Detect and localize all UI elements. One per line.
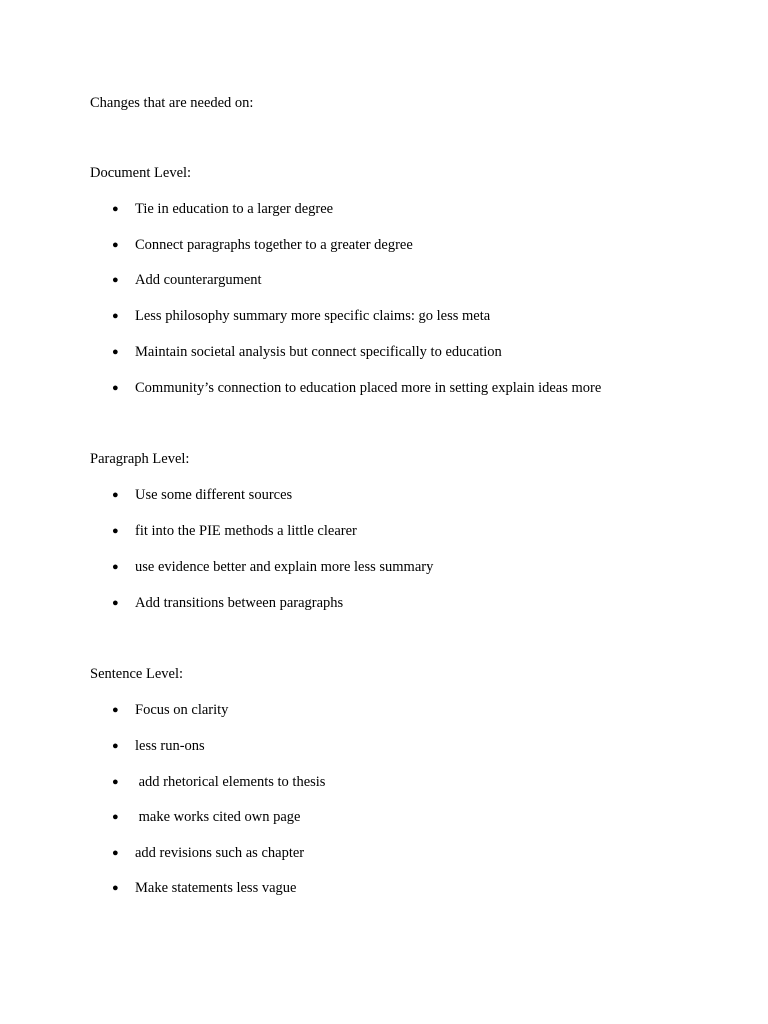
list-item bbox=[112, 379, 601, 397]
bullet-icon: ● bbox=[112, 274, 119, 286]
list-item bbox=[112, 558, 433, 576]
list-item-text: add revisions such as chapter bbox=[135, 845, 305, 861]
list-item-text: Add transitions between paragraphs bbox=[135, 595, 344, 611]
list-item bbox=[112, 594, 343, 612]
bullet-icon: ● bbox=[112, 382, 119, 394]
list-item-text: Connect paragraphs together to a greater degree bbox=[135, 237, 413, 253]
list-item-text: Make statements less vague bbox=[135, 880, 297, 896]
list-item bbox=[112, 879, 296, 897]
bullet-icon: ● bbox=[112, 882, 119, 894]
list-item-text: Maintain societal analysis but connect specifically to education bbox=[135, 344, 502, 360]
list-item-text: less run-ons bbox=[135, 738, 205, 754]
list-item bbox=[112, 737, 205, 755]
bullet-icon: ● bbox=[112, 203, 119, 215]
bullet-icon: ● bbox=[112, 847, 119, 859]
list-item bbox=[112, 844, 304, 862]
bullet-icon: ● bbox=[112, 740, 119, 752]
list-item bbox=[112, 200, 333, 218]
list-item bbox=[112, 486, 292, 504]
section-heading-paragraph-level: Paragraph Level: bbox=[90, 451, 190, 467]
list-item bbox=[112, 236, 413, 254]
bullet-icon: ● bbox=[112, 561, 119, 573]
list-item-text: Tie in education to a larger degree bbox=[135, 201, 334, 217]
list-item-text: Less philosophy summary more specific claims: go less meta bbox=[135, 308, 491, 324]
bullet-icon: ● bbox=[112, 310, 119, 322]
bullet-icon: ● bbox=[112, 811, 119, 823]
list-item-text: Add counterargument bbox=[135, 272, 262, 288]
document-title: Changes that are needed on: bbox=[90, 95, 254, 111]
list-item bbox=[112, 307, 490, 325]
bullet-icon: ● bbox=[112, 776, 119, 788]
list-item-text: add rhetorical elements to thesis bbox=[135, 774, 326, 790]
bullet-icon: ● bbox=[112, 346, 119, 358]
list-item-text: fit into the PIE methods a little clearer bbox=[135, 523, 357, 539]
section-heading-document-level: Document Level: bbox=[90, 165, 192, 181]
list-item bbox=[112, 343, 502, 361]
list-item bbox=[112, 522, 357, 540]
list-item-text: use evidence better and explain more less summary bbox=[135, 559, 434, 575]
list-item bbox=[112, 808, 301, 826]
bullet-icon: ● bbox=[112, 239, 119, 251]
list-item-text: make works cited own page bbox=[135, 809, 301, 825]
bullet-icon: ● bbox=[112, 489, 119, 501]
list-item bbox=[112, 773, 325, 791]
bullet-icon: ● bbox=[112, 704, 119, 716]
bullet-icon: ● bbox=[112, 597, 119, 609]
list-item bbox=[112, 701, 228, 719]
list-item-text: Use some different sources bbox=[135, 487, 293, 503]
list-item bbox=[112, 271, 262, 289]
bullet-icon: ● bbox=[112, 525, 119, 537]
list-item-text: Focus on clarity bbox=[135, 702, 229, 718]
list-item-text: Community’s connection to education placed more in setting explain ideas more bbox=[135, 380, 602, 396]
section-heading-sentence-level: Sentence Level: bbox=[90, 666, 183, 682]
